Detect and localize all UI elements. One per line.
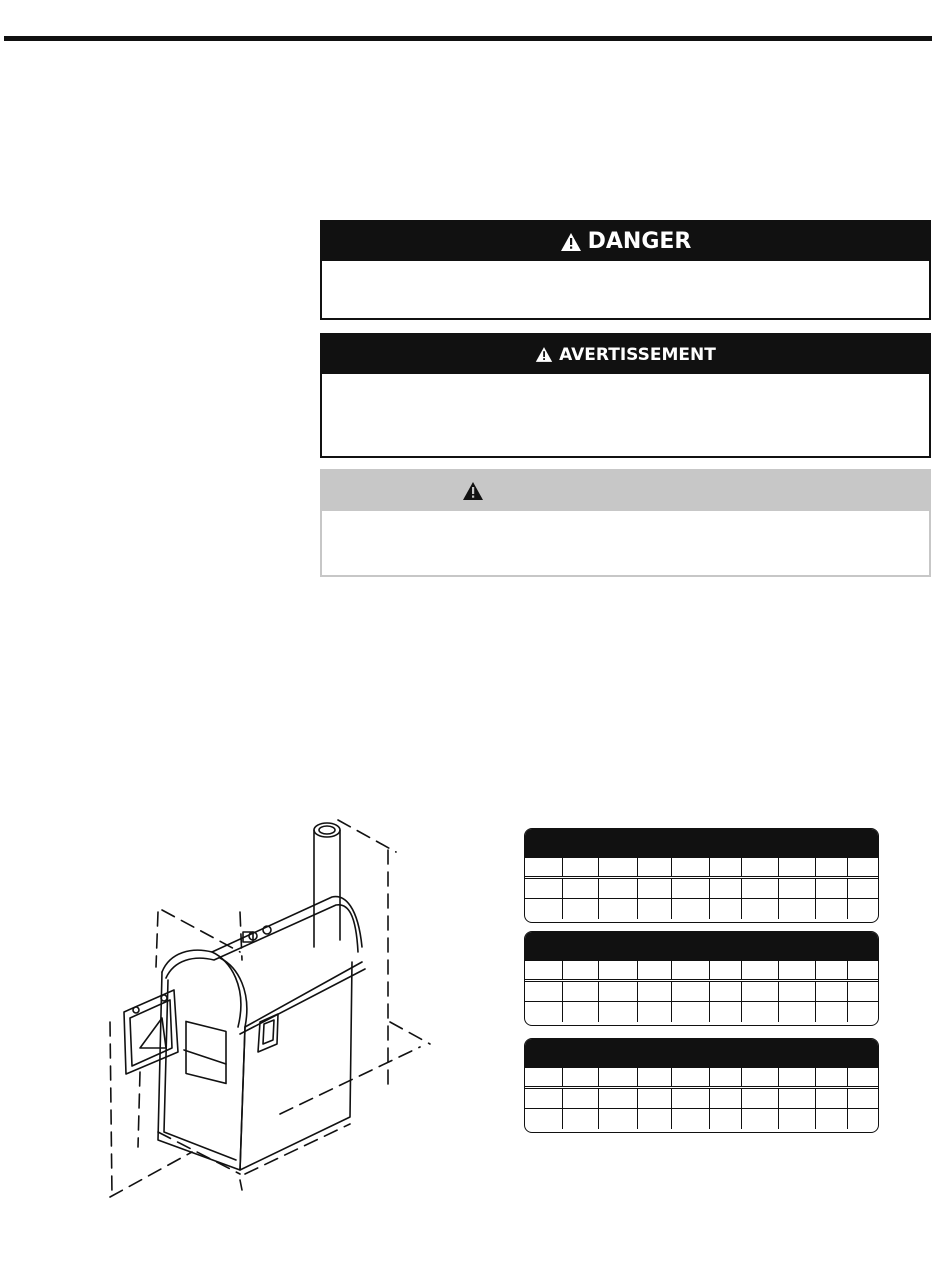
table-row	[525, 879, 878, 899]
warning-triangle-icon	[560, 232, 582, 252]
table-row	[525, 1002, 878, 1022]
furnace-door	[124, 990, 178, 1074]
caution-alert-header	[322, 471, 929, 511]
danger-alert-title: DANGER	[587, 229, 692, 254]
table-row	[525, 858, 878, 879]
table-row	[525, 961, 878, 982]
spec-table-header	[525, 829, 878, 858]
warning-triangle-icon	[535, 346, 553, 363]
spec-table-header	[525, 932, 878, 961]
warning-alert-title: AVERTISSEMENT	[559, 344, 716, 365]
header-rule	[4, 36, 932, 41]
table-row	[525, 982, 878, 1002]
roof-controls	[243, 926, 271, 942]
spec-table	[524, 828, 879, 923]
table-row	[525, 1068, 878, 1089]
furnace-illustration	[100, 812, 440, 1212]
danger-alert-box	[320, 220, 931, 320]
chimney	[314, 823, 340, 947]
danger-alert-header	[322, 222, 929, 261]
table-row	[525, 1109, 878, 1129]
table-row	[525, 899, 878, 919]
caution-alert-box	[320, 469, 931, 577]
warning-alert-header	[322, 335, 929, 374]
spec-table	[524, 931, 879, 1026]
warning-triangle-icon	[462, 481, 484, 501]
furnace-roof	[162, 897, 365, 1034]
warning-alert-box	[320, 333, 931, 458]
furnace-side	[240, 962, 352, 1170]
spec-table-header	[525, 1039, 878, 1068]
spec-table	[524, 1038, 879, 1133]
table-row	[525, 1089, 878, 1109]
furnace-front	[158, 972, 245, 1170]
